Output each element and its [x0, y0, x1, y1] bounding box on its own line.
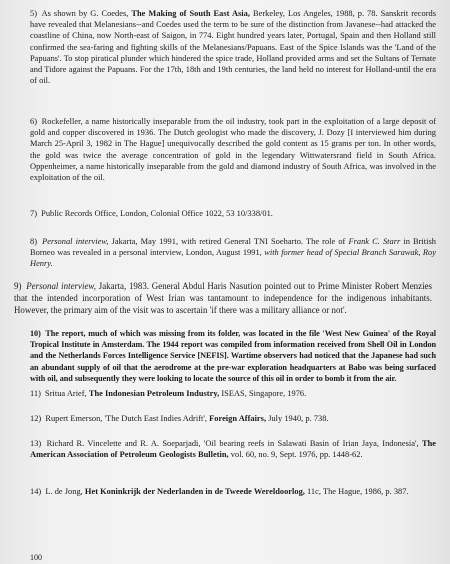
footnote-text: Berkeley, Los Angeles, 1988, p. 78. Sanskrit records have revealed that Melanesians--and Coedes used the term to be sure of the distinction from Javanese--had attacked the coastline of China, now North-east of Saigon, in 774. Eight hundred years later, Portugal, Spain and then Holland still confirmed the sea-faring and fighting skills of the Melanesians/Papuans. East of the Spice Islands was the 'Land of the Papuans'. To stop piratical plunder which hindered the spice trade, Holland provided arms and set the Sultans of Ternate and Tidore against the Papuans. For the 17th, 18th and 19th centuries, the land held no interest for Holland-until the era of oil. — [30, 9, 436, 86]
footnote-11 — [30, 388, 436, 399]
footnote-number: 14) — [30, 487, 42, 496]
footnote-9 — [14, 281, 432, 316]
footnote-text: in British Borneo was revealed in a personal interview, London, August 1991, — [30, 237, 436, 258]
footnote-6 — [30, 116, 436, 183]
footnote-5 — [30, 8, 436, 86]
footnote-text: 11c, The Hague, 1986, p. 387. — [307, 487, 409, 496]
footnote-number: 12) — [30, 414, 42, 423]
footnote-number: 13) — [30, 439, 42, 448]
footnote-number: 8) — [30, 237, 38, 246]
page-number: 100 — [30, 553, 42, 562]
footnote-14 — [30, 486, 436, 497]
footnote-text: Public Records Office, London, Colonial Office 1022, 53 10/338/01. — [41, 209, 273, 218]
footnote-number: 9) — [14, 281, 22, 291]
footnote-number: 11) — [30, 389, 41, 398]
footnote-12 — [30, 413, 436, 424]
footnote-text: July 1940, p. 738. — [268, 414, 329, 423]
footnote-author: Richard R. Vincelette and R. A. Soeparjadi, 'Oil bearing reefs in Salawati Basin of Irian Jaya, Indonesia', — [46, 439, 419, 448]
footnote-10 — [30, 328, 436, 384]
book-title: The Making of South East Asia, — [131, 9, 250, 18]
footnote-lead: Personal interview, — [26, 281, 96, 291]
person-name: Frank C. Starr — [348, 237, 401, 246]
footnote-text: Rockefeller, a name historically inseparable from the oil industry, took part in the exploitation of a large deposit of gold and copper discovered in 1936. The Dutch geologist who made the discovery, J. Dozy [I interviewed him during March 25-April 3, 1982 in The Hague] unequivocally described the gold content as 15 grams per ton. In other words, the gold was twice the average concentration of gold in the legendary Wittwatersrand field in South Africa. Oppenheimer, a name historically inseparable from the gold and diamond industry of South Africa, was involved in the exploitation of the oil. — [30, 117, 437, 183]
footnote-text: ISEAS, Singapore, 1976. — [221, 389, 307, 398]
footnote-lead: Personal interview, — [42, 237, 109, 246]
footnote-text: Jakarta, 1983. General Abdul Haris Nasution pointed out to Prime Minister Robert Menzies that the intended incorporation of West Irian was tantamount to independence for the indigenous inhabitants. However, the primary aim of the visit was to ascertain 'if there was a military alliance or not'. — [14, 281, 432, 315]
footnote-text: vol. 60, no. 9, Sept. 1976, pp. 1448-62. — [230, 450, 363, 460]
footnote-text: As shown by G. Coedes, — [41, 9, 129, 18]
footnote-text: with former head of Special Branch Sarawak, Roy Henry. — [30, 248, 436, 269]
footnote-number: 10) — [30, 329, 41, 338]
footnote-7 — [30, 208, 436, 219]
footnote-13 — [30, 438, 436, 460]
footnote-text: Jakarta, May 1991, with retired General TNI Soeharto. The role of — [111, 237, 346, 246]
footnote-number: 5) — [30, 9, 38, 18]
footnote-text: The report, much of which was missing from its folder, was located in the file 'West New Guinea' of the Royal Tropical Institute in Amsterdam. The 1944 report was compiled from information received from Shell Oil in London and the Netherlands Forces Intelligence Service [NEFIS]. Wartime observers had noticed that the Japanese had such an abundant supply of oil that the aerodrome at the pre-war exploration headquarters at Babo was being surfaced with oil, and subsequently they were looking to locate the source of this oil in order to bomb it from the air. — [30, 329, 436, 383]
footnote-author: L. de Jong, — [45, 487, 83, 496]
footnote-8 — [30, 236, 436, 270]
journal-title: The American Association of Petroleum Geologists Bulletin, — [30, 439, 436, 460]
footnote-number: 7) — [30, 209, 38, 218]
journal-title: Foreign Affairs, — [209, 414, 267, 423]
footnote-number: 6) — [30, 117, 38, 126]
footnote-author: Rupert Emerson, 'The Dutch East Indies Adrift', — [45, 414, 208, 423]
footnote-author: Sritua Arief, — [45, 389, 87, 398]
book-title: Het Koninkrijk der Nederlanden in de Tweede Wereldoorlog, — [84, 487, 305, 496]
book-title: The Indonesian Petroleum Industry, — [88, 389, 220, 398]
